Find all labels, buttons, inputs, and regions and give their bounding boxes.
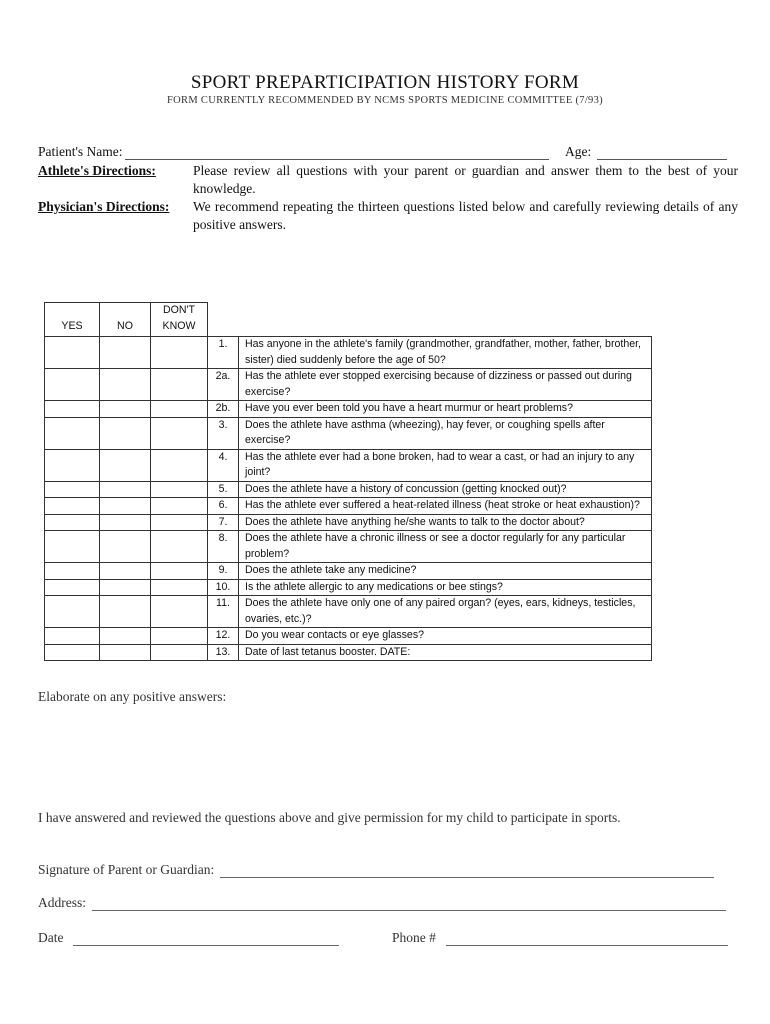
dont-know-checkbox-cell[interactable] [151, 337, 208, 369]
athlete-directions-text: Please review all questions with your parent or guardian and answer them to the best of your knowledge. [193, 163, 738, 196]
parent-signature-row [38, 862, 714, 878]
question-text: Does the athlete have anything he/she wants to talk to the doctor about? [239, 514, 652, 531]
yes-checkbox-cell[interactable] [45, 417, 100, 449]
elaborate-label: Elaborate on any positive answers: [38, 689, 227, 704]
yes-checkbox-cell[interactable] [45, 531, 100, 563]
table-row [45, 531, 652, 563]
physician-directions-label: Physician's Directions: [38, 199, 170, 214]
dont-know-checkbox-cell[interactable] [151, 531, 208, 563]
yes-checkbox-cell[interactable] [45, 449, 100, 481]
no-checkbox-cell[interactable] [100, 498, 151, 515]
no-checkbox-cell[interactable] [100, 481, 151, 498]
dont-know-checkbox-cell[interactable] [151, 579, 208, 596]
dont-know-checkbox-cell[interactable] [151, 481, 208, 498]
table-row [45, 337, 652, 369]
question-text: Does the athlete have asthma (wheezing), hay fever, or coughing spells after exercise? [239, 417, 652, 449]
dont-know-checkbox-cell[interactable] [151, 596, 208, 628]
question-text: Does the athlete take any medicine? [239, 563, 652, 580]
age-row [565, 144, 727, 160]
yes-checkbox-cell[interactable] [45, 337, 100, 369]
date-label: Date [38, 930, 64, 945]
yes-checkbox-cell[interactable] [45, 401, 100, 418]
yes-checkbox-cell[interactable] [45, 596, 100, 628]
yes-checkbox-cell[interactable] [45, 644, 100, 661]
address-label: Address: [38, 895, 86, 910]
table-row [45, 644, 652, 661]
patient-name-row [38, 144, 549, 160]
question-number: 1. [208, 337, 239, 369]
no-checkbox-cell[interactable] [100, 644, 151, 661]
yes-checkbox-cell[interactable] [45, 628, 100, 645]
no-checkbox-cell[interactable] [100, 417, 151, 449]
yes-checkbox-cell[interactable] [45, 498, 100, 515]
dont-know-checkbox-cell[interactable] [151, 563, 208, 580]
form-title: SPORT PREPARTICIPATION HISTORY FORM [190, 72, 580, 93]
question-text: Have you ever been told you have a heart murmur or heart problems? [239, 401, 652, 418]
table-row [45, 417, 652, 449]
yes-checkbox-cell[interactable] [45, 563, 100, 580]
question-number: 9. [208, 563, 239, 580]
table-row [45, 401, 652, 418]
patient-name-label: Patient's Name: [38, 144, 123, 159]
question-number: 11. [208, 596, 239, 628]
question-text: Does the athlete have only one of any paired organ? (eyes, ears, kidneys, testicles, ovaries, etc.)? [239, 596, 652, 628]
no-checkbox-cell[interactable] [100, 449, 151, 481]
questions-table [44, 302, 652, 661]
dont-know-checkbox-cell[interactable] [151, 644, 208, 661]
no-checkbox-cell[interactable] [100, 531, 151, 563]
question-text: Do you wear contacts or eye glasses? [239, 628, 652, 645]
question-number: 4. [208, 449, 239, 481]
question-number: 13. [208, 644, 239, 661]
question-number: 6. [208, 498, 239, 515]
no-checkbox-cell[interactable] [100, 514, 151, 531]
question-number: 3. [208, 417, 239, 449]
question-text: Does the athlete have a chronic illness or see a doctor regularly for any particular problem? [239, 531, 652, 563]
parent-signature-field[interactable] [220, 867, 714, 878]
table-row [45, 498, 652, 515]
question-text: Has the athlete ever stopped exercising because of dizziness or passed out during exercise? [239, 369, 652, 401]
question-number: 12. [208, 628, 239, 645]
table-row [45, 563, 652, 580]
phone-label: Phone # [392, 930, 436, 945]
yes-checkbox-cell[interactable] [45, 369, 100, 401]
table-header-row [45, 303, 652, 337]
permission-text: I have answered and reviewed the questions above and give permission for my child to participate in sports. [38, 810, 621, 825]
table-row [45, 514, 652, 531]
no-checkbox-cell[interactable] [100, 596, 151, 628]
table-row [45, 449, 652, 481]
physician-directions-text: We recommend repeating the thirteen questions listed below and carefully reviewing details of any positive answers. [193, 199, 738, 232]
table-row [45, 628, 652, 645]
date-row [38, 930, 339, 946]
question-number: 2a. [208, 369, 239, 401]
dont-know-checkbox-cell[interactable] [151, 498, 208, 515]
dont-know-checkbox-cell[interactable] [151, 628, 208, 645]
age-field[interactable] [597, 147, 727, 160]
age-label: Age: [565, 144, 592, 159]
question-number: 2b. [208, 401, 239, 418]
question-text: Has anyone in the athlete's family (grandmother, grandfather, mother, father, brother, sister) died suddenly before the age of 50? [239, 337, 652, 369]
question-number: 8. [208, 531, 239, 563]
question-text: Has the athlete ever suffered a heat-related illness (heat stroke or heat exhaustion)? [239, 498, 652, 515]
no-checkbox-cell[interactable] [100, 369, 151, 401]
parent-signature-label: Signature of Parent or Guardian: [38, 862, 215, 877]
question-number: 10. [208, 579, 239, 596]
phone-field[interactable] [446, 935, 728, 946]
yes-checkbox-cell[interactable] [45, 514, 100, 531]
table-row [45, 481, 652, 498]
address-row [38, 895, 726, 911]
no-checkbox-cell[interactable] [100, 563, 151, 580]
question-text: Is the athlete allergic to any medications or bee stings? [239, 579, 652, 596]
address-field[interactable] [92, 900, 726, 911]
question-text: Has the athlete ever had a bone broken, had to wear a cast, or had an injury to any joint? [239, 449, 652, 481]
athlete-directions-label: Athlete's Directions: [38, 163, 156, 178]
question-number: 5. [208, 481, 239, 498]
yes-checkbox-cell[interactable] [45, 579, 100, 596]
dont-know-checkbox-cell[interactable] [151, 401, 208, 418]
question-number: 7. [208, 514, 239, 531]
physician-directions [38, 198, 738, 234]
dont-know-checkbox-cell[interactable] [151, 417, 208, 449]
phone-row [392, 930, 728, 946]
patient-name-field[interactable] [125, 147, 549, 160]
table-row [45, 579, 652, 596]
yes-checkbox-cell[interactable] [45, 481, 100, 498]
no-checkbox-cell[interactable] [100, 337, 151, 369]
question-text: Date of last tetanus booster. DATE: [239, 644, 652, 661]
athlete-directions [38, 162, 738, 198]
no-header: NO [100, 303, 151, 337]
dont-know-checkbox-cell[interactable] [151, 369, 208, 401]
question-text: Does the athlete have a history of concussion (getting knocked out)? [239, 481, 652, 498]
form-subtitle: FORM CURRENTLY RECOMMENDED BY NCMS SPORTS MEDICINE COMMITTEE (7/93) [167, 95, 603, 106]
dont-know-checkbox-cell[interactable] [151, 449, 208, 481]
dont-know-header: DON'T KNOW [151, 303, 208, 337]
date-field[interactable] [73, 935, 339, 946]
table-row [45, 369, 652, 401]
yes-header: YES [45, 303, 100, 337]
dont-know-checkbox-cell[interactable] [151, 514, 208, 531]
no-checkbox-cell[interactable] [100, 401, 151, 418]
no-checkbox-cell[interactable] [100, 628, 151, 645]
table-row [45, 596, 652, 628]
no-checkbox-cell[interactable] [100, 579, 151, 596]
